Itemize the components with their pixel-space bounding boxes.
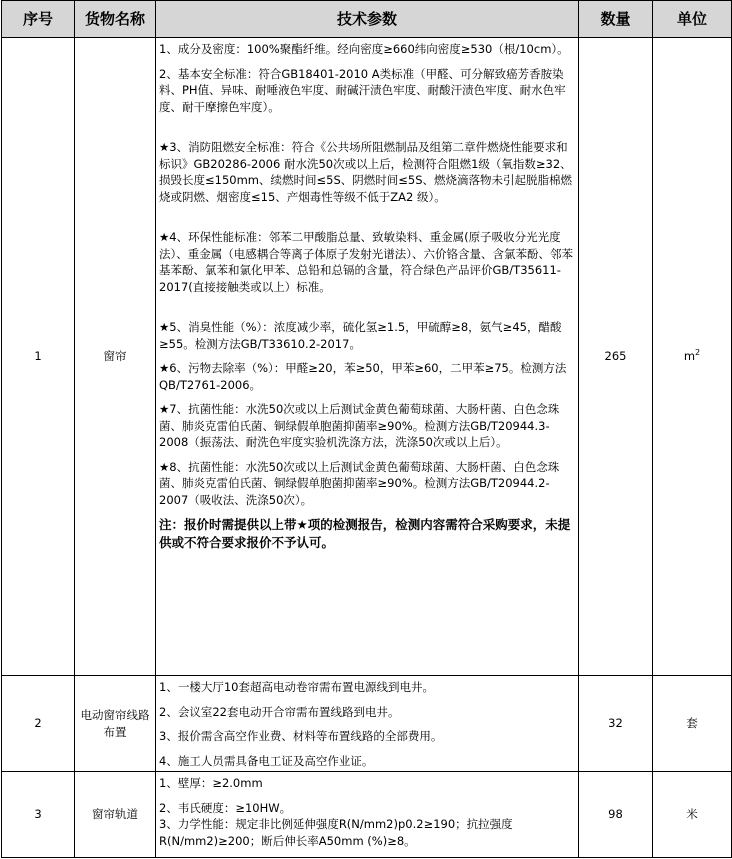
row-name: 窗帘轨道 (75, 772, 156, 858)
table-row (2, 38, 732, 676)
header-name: 货物名称 (75, 1, 156, 38)
row-index: 2 (2, 676, 75, 772)
row-params (156, 772, 579, 858)
param-item: ★5、消臭性能（%）：浓度减少率，硫化氢≥1.5，甲硫醇≥8，氨气≥45，醋酸≥55。检测方法GB/T33610.2-2017。 (159, 320, 562, 351)
row-params (156, 676, 579, 772)
unit-base: m (683, 349, 696, 364)
param-item: 1、壁厚：≥2.0mm (159, 776, 263, 790)
param-item: 1、一楼大厅10套超高电动卷帘需布置电源线到电井。 (159, 680, 434, 694)
param-item: ★4、环保性能标准：邻苯二甲酸脂总量、致敏染料、重金属(原子吸收分光光度法）、重金属（电感耦合等离子体原子发射光谱法）、六价铬含量、含氯苯酚、邻苯基苯酚、氯苯和氯化甲苯、总铅和总镉的含量，符合绿色产品评价GB/T35611-2017(直接接触类或以上）标准。 (159, 230, 573, 294)
param-item: ★3、消防阻燃安全标准：符合《公共场所阻燃制品及组第二章件燃烧性能要求和标识》GB20286-2006 耐水洗50次或以上后，检测符合阻燃1级（氧指数≥32、损毁长度≤150mm、续燃时间≤5S、阴燃时间≤5S、燃烧滴落物未引起脱脂棉燃烧或阴燃、烟密度≤15、产烟毒性等级不低于ZA2 级）。 (159, 140, 572, 204)
spec-table (1, 0, 732, 858)
table-row (2, 676, 732, 772)
param-item: ★8、抗菌性能：水洗50次或以上后测试金黄色葡萄球菌、大肠杆菌、白色念珠菌、肺炎克雷伯氏菌、铜绿假单胞菌抑菌率≥90%。检测方法GB/T20944.2-2007（吸收法、洗涤50次）。 (159, 459, 560, 507)
param-item: 2、会议室22套电动开合帘需布置线路到电井。 (159, 704, 400, 719)
param-item: 3、力学性能：规定非比例延伸强度R(N/mm2)p0.2≥190；抗拉强度R(N/mm2)≥200；断后伸长率A50mm (%)≥8。 (159, 817, 513, 848)
header-row (2, 1, 732, 38)
unit-superscript: 2 (695, 348, 701, 358)
row-index: 1 (2, 38, 75, 676)
header-index: 序号 (2, 1, 75, 38)
param-item: 4、施工人员需具备电工证及高空作业证。 (159, 753, 374, 768)
row-index: 3 (2, 772, 75, 858)
note-text: 注：报价时需提供以上带★项的检测报告，检测内容需符合采购要求，未提供或不符合要求报价不予认可。 (159, 517, 571, 550)
header-qty: 数量 (579, 1, 653, 38)
param-item: ★6、污物去除率（%）：甲醛≥20，苯≥50，甲苯≥60，二甲苯≥75。检测方法QB/T2761-2006。 (159, 361, 567, 392)
row-unit (653, 38, 732, 676)
param-item: 1、成分及密度：100%聚酯纤维。经向密度≥660纬向密度≥530（根/10cm）。 (159, 42, 569, 56)
row-name: 窗帘 (75, 38, 156, 676)
param-item: 2、韦氏硬度：≥10HW。 (159, 800, 292, 815)
header-params: 技术参数 (156, 1, 579, 38)
header-unit: 单位 (653, 1, 732, 38)
row-name: 电动窗帘线路布置 (75, 676, 156, 772)
param-item: ★7、抗菌性能：水洗50次或以上后测试金黄色葡萄球菌、大肠杆菌、白色念珠菌、肺炎克雷伯氏菌、铜绿假单胞菌抑菌率≥90%。检测方法GB/T20944.3-2008（振荡法、耐洗色牢度实验机洗涤方法，洗涤50次或以上后）。 (159, 402, 560, 449)
param-item: 2、基本安全标准：符合GB18401-2010 A类标准（甲醛、可分解致癌芳香胺染料、PH值、异味、耐唾液色牢度、耐碱汗渍色牢度、耐酸汗渍色牢度、耐水色牢度、耐干摩擦色牢度）。 (159, 66, 566, 114)
param-item: 3、报价需含高空作业费、材料等布置线路的全部费用。 (159, 729, 443, 743)
row-unit: 米 (653, 772, 732, 858)
row-qty: 265 (579, 38, 653, 676)
row-qty: 32 (579, 676, 653, 772)
row-unit: 套 (653, 676, 732, 772)
row-qty: 98 (579, 772, 653, 858)
table-row (2, 772, 732, 858)
row-params (156, 38, 579, 676)
